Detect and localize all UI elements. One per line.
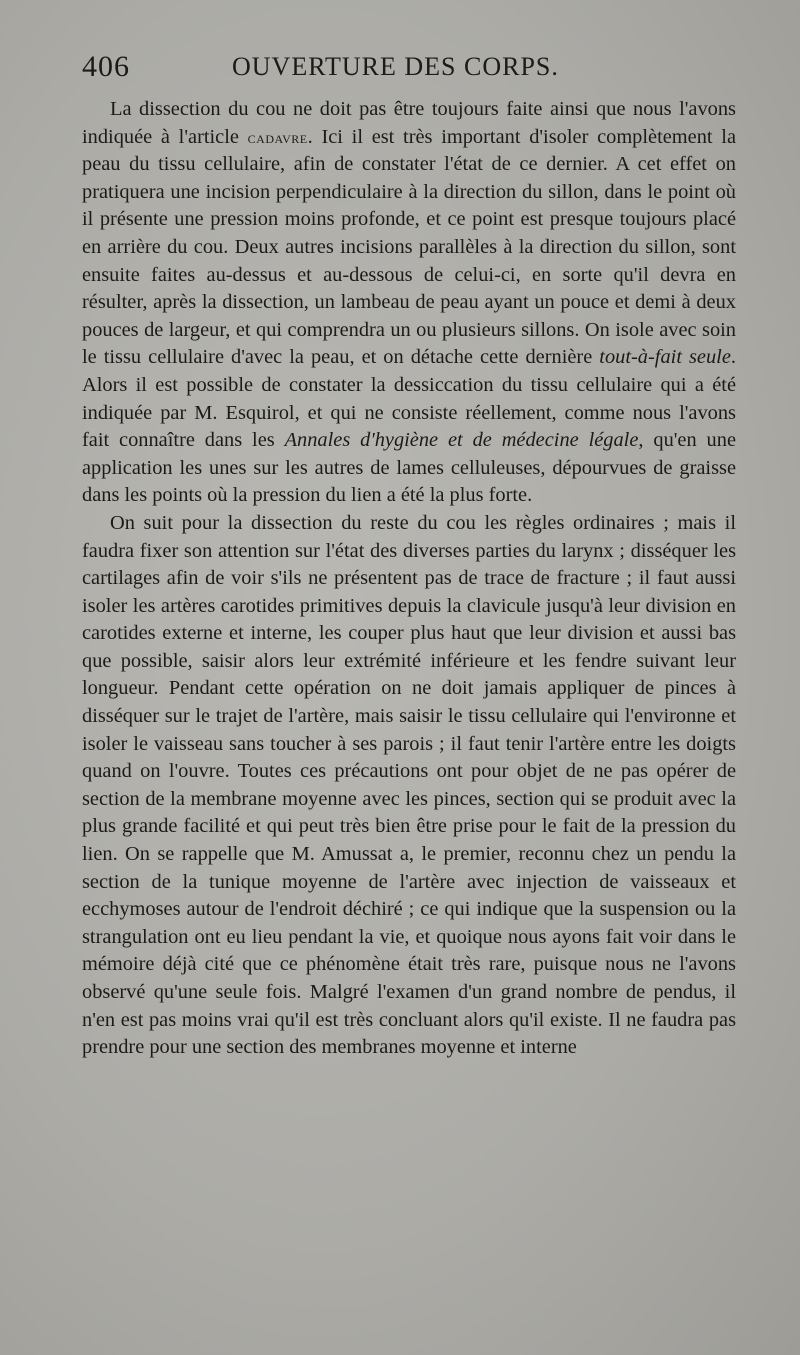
text-segment: . Ici il est très important d'isoler complètement la peau du tissu cellulaire, afin de constater l'état de ce dernier. A cet effet on pratiquera une incision perpendiculaire à la direction du sillon, dans le point où il présente une pression moins profonde, et ce point est presque toujours placé en arrière du cou. Deux autres incisions parallèles à la direction du sillon, sont ensuite faites au-dessus et au-dessous de celui-ci, en sorte qu'il devra en résulter, après la dissection, un lambeau de peau ayant un pouce et demi à deux pouces de largeur, et qui comprendra un ou plusieurs sillons. On isole avec soin le tissu cellulaire d'avec la peau, et on détache cette dernière: [82, 125, 736, 369]
italic-text: Annales d'hygiène et de médecine légale: [284, 429, 639, 452]
text-segment: On suit pour la dissection du reste du cou les règles ordinaires ; mais il faudra fixer son attention sur l'état des diverses parties du larynx ; disséquer les cartilages afin de voir s'ils ne présentent pas de trace de fracture ; il faut aussi isoler les artères carotides primitives depuis la clavicule jusqu'à leur division en carotides externe et interne, les couper plus haut que leur division et aussi bas que possible, saisir alors leur extrémité inférieure et les fendre suivant leur longueur. Pendant cette opération on ne doit jamais appliquer de pinces à disséquer sur le trajet de l'artère, mais saisir le tissu cellulaire qui l'environne et isoler le vaisseau sans toucher à ses parois ; il faut tenir l'artère entre les doigts quand on l'ouvre. Toutes ces précautions ont pour objet de ne pas opérer de section de la membrane moyenne avec les pinces, section qui se produit avec la plus grande facilité et qui peut très bien être prise pour le fait de la pression du lien. On se rappelle que M. Amussat a, le premier, reconnu chez un pendu la section de la tunique moyenne de l'artère avec injection de vaisseaux et ecchymoses autour de l'endroit déchiré ; ce qui indique que la suspension ou la strangulation ont eu lieu pendant la vie, et quoique nous ayons fait voir dans le mémoire déjà cité que ce phénomène était très rare, puisque nous ne l'avons observé qu'une seule fois. Malgré l'examen d'un grand nombre de pendus, il n'en est pas moins vrai qu'il est très concluant alors qu'il existe. Il ne faudra pas prendre pour une section des membranes moyenne et interne: [82, 511, 736, 1059]
italic-text: tout-à-fait seule: [599, 346, 731, 369]
running-title: OUVERTURE DES CORPS.: [232, 52, 559, 81]
text-segment: . Alors il est possible de constater la dessiccation du tissu cellulaire qui a été indiquée par M. Esquirol, et qui ne consiste réellement, comme nous l'avons fait connaître dans les: [82, 346, 737, 452]
paragraph: [82, 96, 736, 510]
small-caps-text: cadavre: [247, 127, 308, 147]
page-header: [82, 50, 782, 90]
text-segment: , qu'en une application les unes sur les autres de lames celluleuses, dépourvues de graisse dans les points où la pression du lien a été la plus forte.: [82, 429, 736, 507]
body-text: [82, 96, 736, 1062]
page-number: 406: [82, 50, 130, 83]
text-segment: La dissection du cou ne doit pas être toujours faite ainsi que nous l'avons indiquée à l'article: [82, 98, 736, 148]
paragraph: [82, 510, 736, 1062]
